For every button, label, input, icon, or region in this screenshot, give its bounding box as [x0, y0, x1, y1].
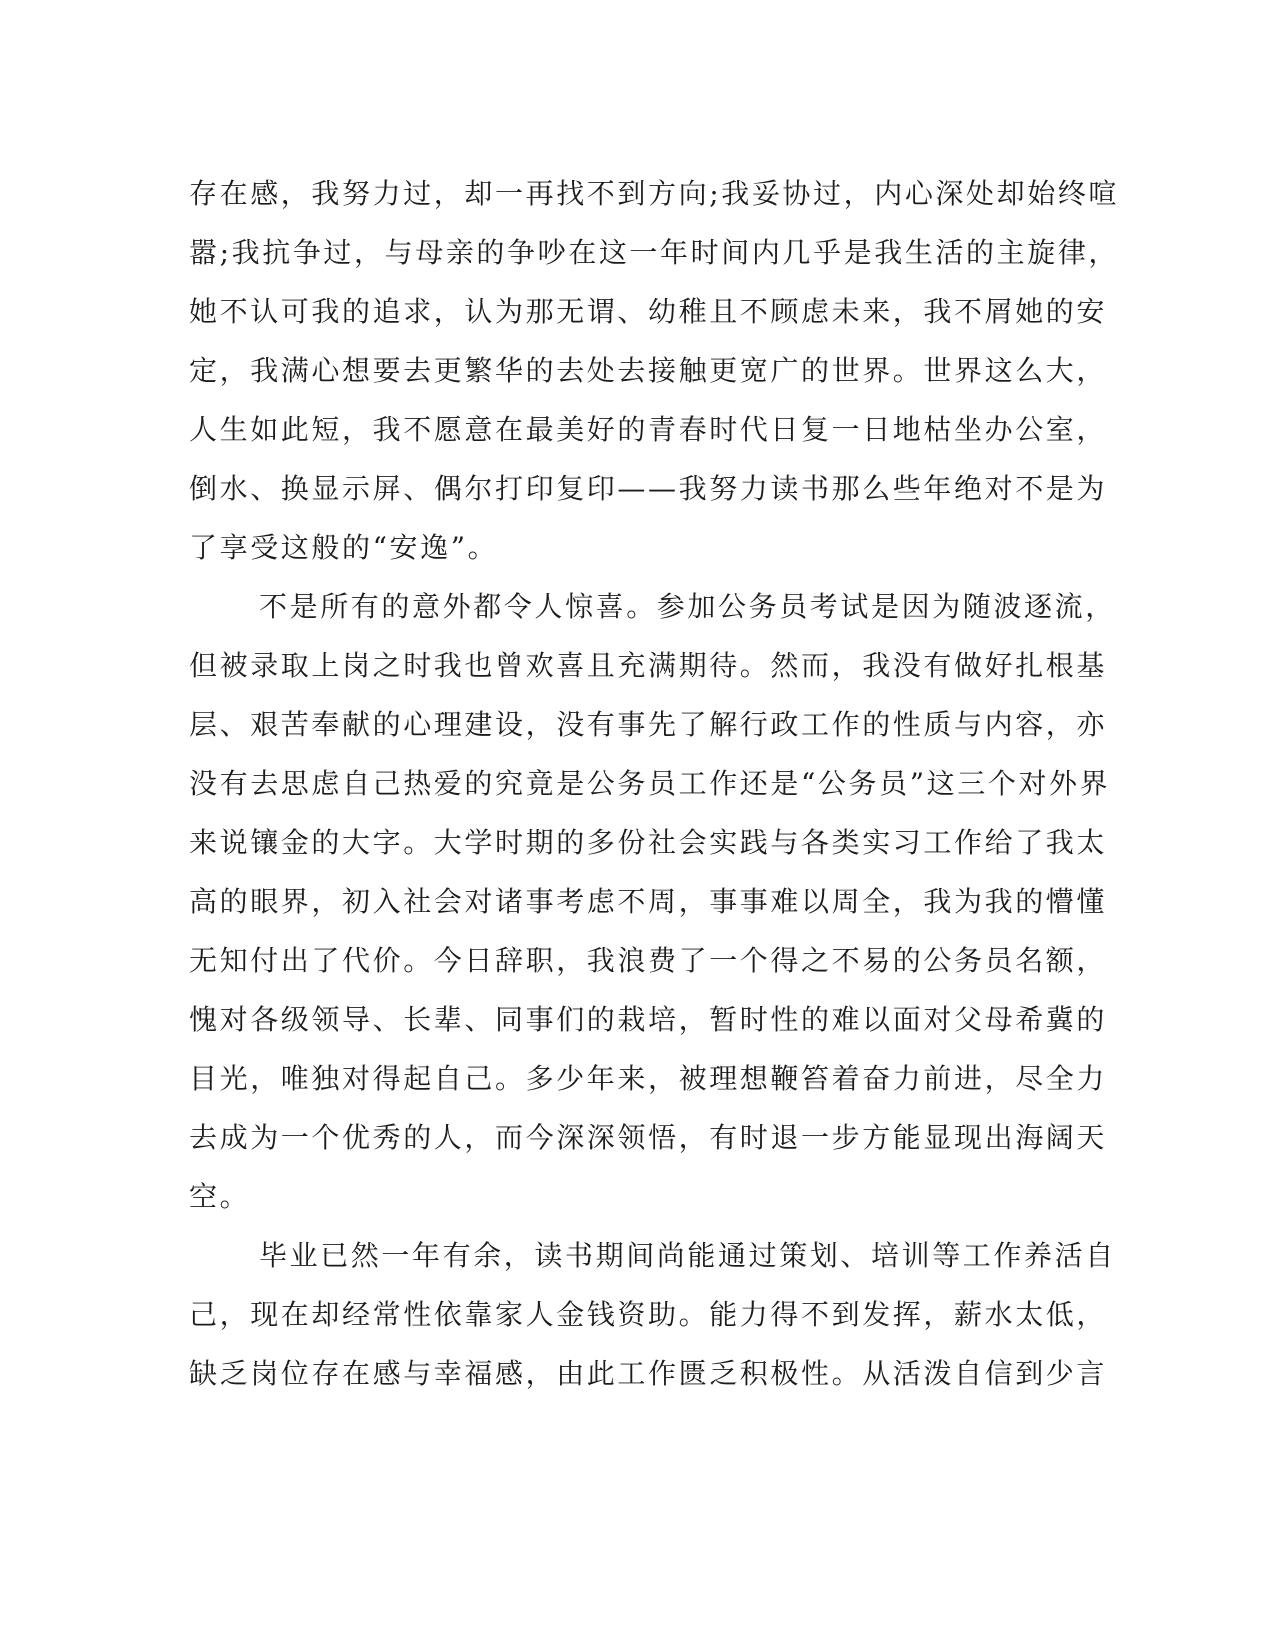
text-line: 嚣;我抗争过，与母亲的争吵在这一年时间内几乎是我生活的主旋律， [189, 236, 1120, 269]
text-line: 层、艰苦奉献的心理建设，没有事先了解行政工作的性质与内容，亦 [189, 708, 1108, 741]
text-line: 定，我满心想要去更繁华的去处去接触更宽广的世界。世界这么大， [189, 354, 1108, 387]
text-line: 存在感，我努力过，却一再找不到方向;我妥协过，内心深处却始终喧 [189, 177, 1120, 210]
text-line: 无知付出了代价。今日辞职，我浪费了一个得之不易的公务员名额， [189, 944, 1108, 977]
text-line: 空。 [189, 1180, 251, 1213]
text-line: 目光，唯独对得起自己。多少年来，被理想鞭笞着奋力前进，尽全力 [189, 1062, 1108, 1095]
letter-body [189, 164, 1120, 1403]
text-line: 她不认可我的追求，认为那无谓、幼稚且不顾虑未来，我不屑她的安 [189, 295, 1108, 328]
paragraph-start-line: 毕业已然一年有余，读书期间尚能通过策划、培训等工作养活自 [259, 1239, 1116, 1272]
text-line: 高的眼界，初入社会对诸事考虑不周，事事难以周全，我为我的懵懂 [189, 885, 1108, 918]
text-line: 但被录取上岗之时我也曾欢喜且充满期待。然而，我没有做好扎根基 [189, 649, 1108, 682]
text-line: 了享受这般的“安逸”。 [189, 531, 499, 564]
text-line: 倒水、换显示屏、偶尔打印复印——我努力读书那么些年绝对不是为 [189, 472, 1108, 505]
text-line: 人生如此短，我不愿意在最美好的青春时代日复一日地枯坐办公室， [189, 413, 1108, 446]
text-line: 来说镶金的大字。大学时期的多份社会实践与各类实习工作给了我太 [189, 826, 1108, 859]
text-line: 没有去思虑自己热爱的究竟是公务员工作还是“公务员”这三个对外界 [189, 767, 1111, 800]
text-line: 去成为一个优秀的人，而今深深领悟，有时退一步方能显现出海阔天 [189, 1121, 1108, 1154]
text-line: 愧对各级领导、长辈、同事们的栽培，暂时性的难以面对父母希冀的 [189, 1003, 1108, 1036]
paragraph-start-line: 不是所有的意外都令人惊喜。参加公务员考试是因为随波逐流， [259, 590, 1116, 623]
text-line: 己，现在却经常性依靠家人金钱资助。能力得不到发挥，薪水太低， [189, 1298, 1108, 1331]
text-line: 缺乏岗位存在感与幸福感，由此工作匮乏积极性。从活泼自信到少言 [189, 1357, 1108, 1390]
